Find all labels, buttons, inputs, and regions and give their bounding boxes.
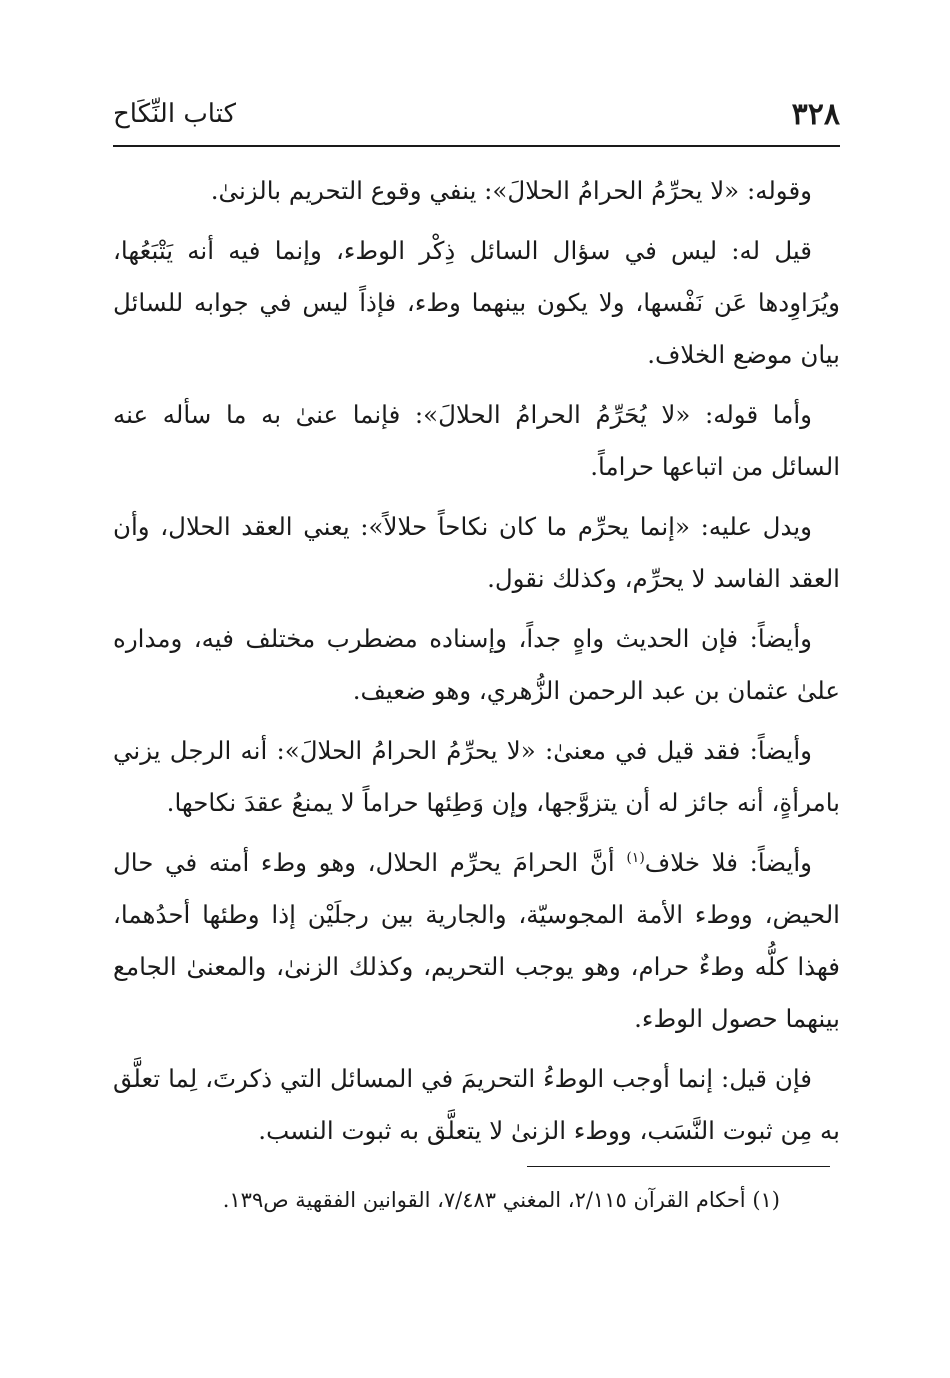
paragraph-7-start: وأيضاً: فلا خلاف <box>644 848 812 877</box>
paragraph-5: وأيضاً: فإن الحديث واهٍ جداً، وإسناده مضطرب مختلف فيه، ومداره علىٰ عثمان بن عبد الرحمن الزُّهري، وهو ضعيف. <box>113 624 840 705</box>
paragraph-4: ويدل عليه: «إنما يحرِّم ما كان نكاحاً حلالاً»: يعني العقد الحلال، وأن العقد الفاسد لا يحرِّم، وكذلك نقول. <box>113 512 840 593</box>
paragraph-1: وقوله: «لا يحرِّمُ الحرامُ الحلالَ»: ينفي وقوع التحريم بالزنىٰ. <box>210 176 812 205</box>
paragraph-7-rest: أنَّ الحرامَ يحرِّم الحلال، وهو وطء أمته في حال الحيض، ووطء الأمة المجوسيّة، والجارية بين رجلَيْن إذا وطئها أحدُهما، فهذا كلُّه وطءٌ حرام، وهو يوجب التحريم، وكذلك الزنىٰ، والمعنىٰ الجامع بينهما حصول الوطء. <box>113 848 840 1033</box>
page-number: ٣٢٨ <box>791 97 840 132</box>
footnote-reference[interactable]: (١) <box>626 850 645 866</box>
page-header <box>113 95 840 139</box>
paragraph-6: وأيضاً: فقد قيل في معنىٰ: «لا يحرِّمُ الحرامُ الحلالَ»: أنه الرجل يزني بامرأةٍ، أنه جائز له أن يتزوَّجها، وإن وَطِئها حراماً لا يمنعُ عقدَ نكاحها. <box>113 736 840 817</box>
footnote: (١) أحكام القرآن ٢/١١٥، المغني ٧/٤٨٣، القوانين الفقهية ص١٣٩. <box>222 1188 780 1212</box>
running-title: كتاب النِّكَاح <box>113 99 236 129</box>
footnote-separator <box>527 1166 830 1167</box>
paragraph-2: قيل له: ليس في سؤال السائل ذِكْر الوطء، وإنما فيه أنه يَتْبَعُها، ويُرَاوِدها عَن نَفْسها، ولا يكون بينهما وطء، فإذاً ليس في جوابه للسائل بيان موضع الخلاف. <box>113 236 840 369</box>
paragraph-3: وأما قوله: «لا يُحَرِّمُ الحرامُ الحلالَ»: فإنما عنىٰ به ما سأله عنه السائل من اتباعها حراماً. <box>113 400 840 481</box>
page-body <box>113 165 840 1165</box>
paragraph-8: فإن قيل: إنما أوجب الوطءُ التحريمَ في المسائل التي ذكرتَ، لِما تعلَّق به مِن ثبوت النَّسَب، ووطء الزنىٰ لا يتعلَّق به ثبوت النسب. <box>113 1064 840 1145</box>
paragraph-7 <box>113 837 840 1045</box>
header-rule <box>113 145 840 147</box>
